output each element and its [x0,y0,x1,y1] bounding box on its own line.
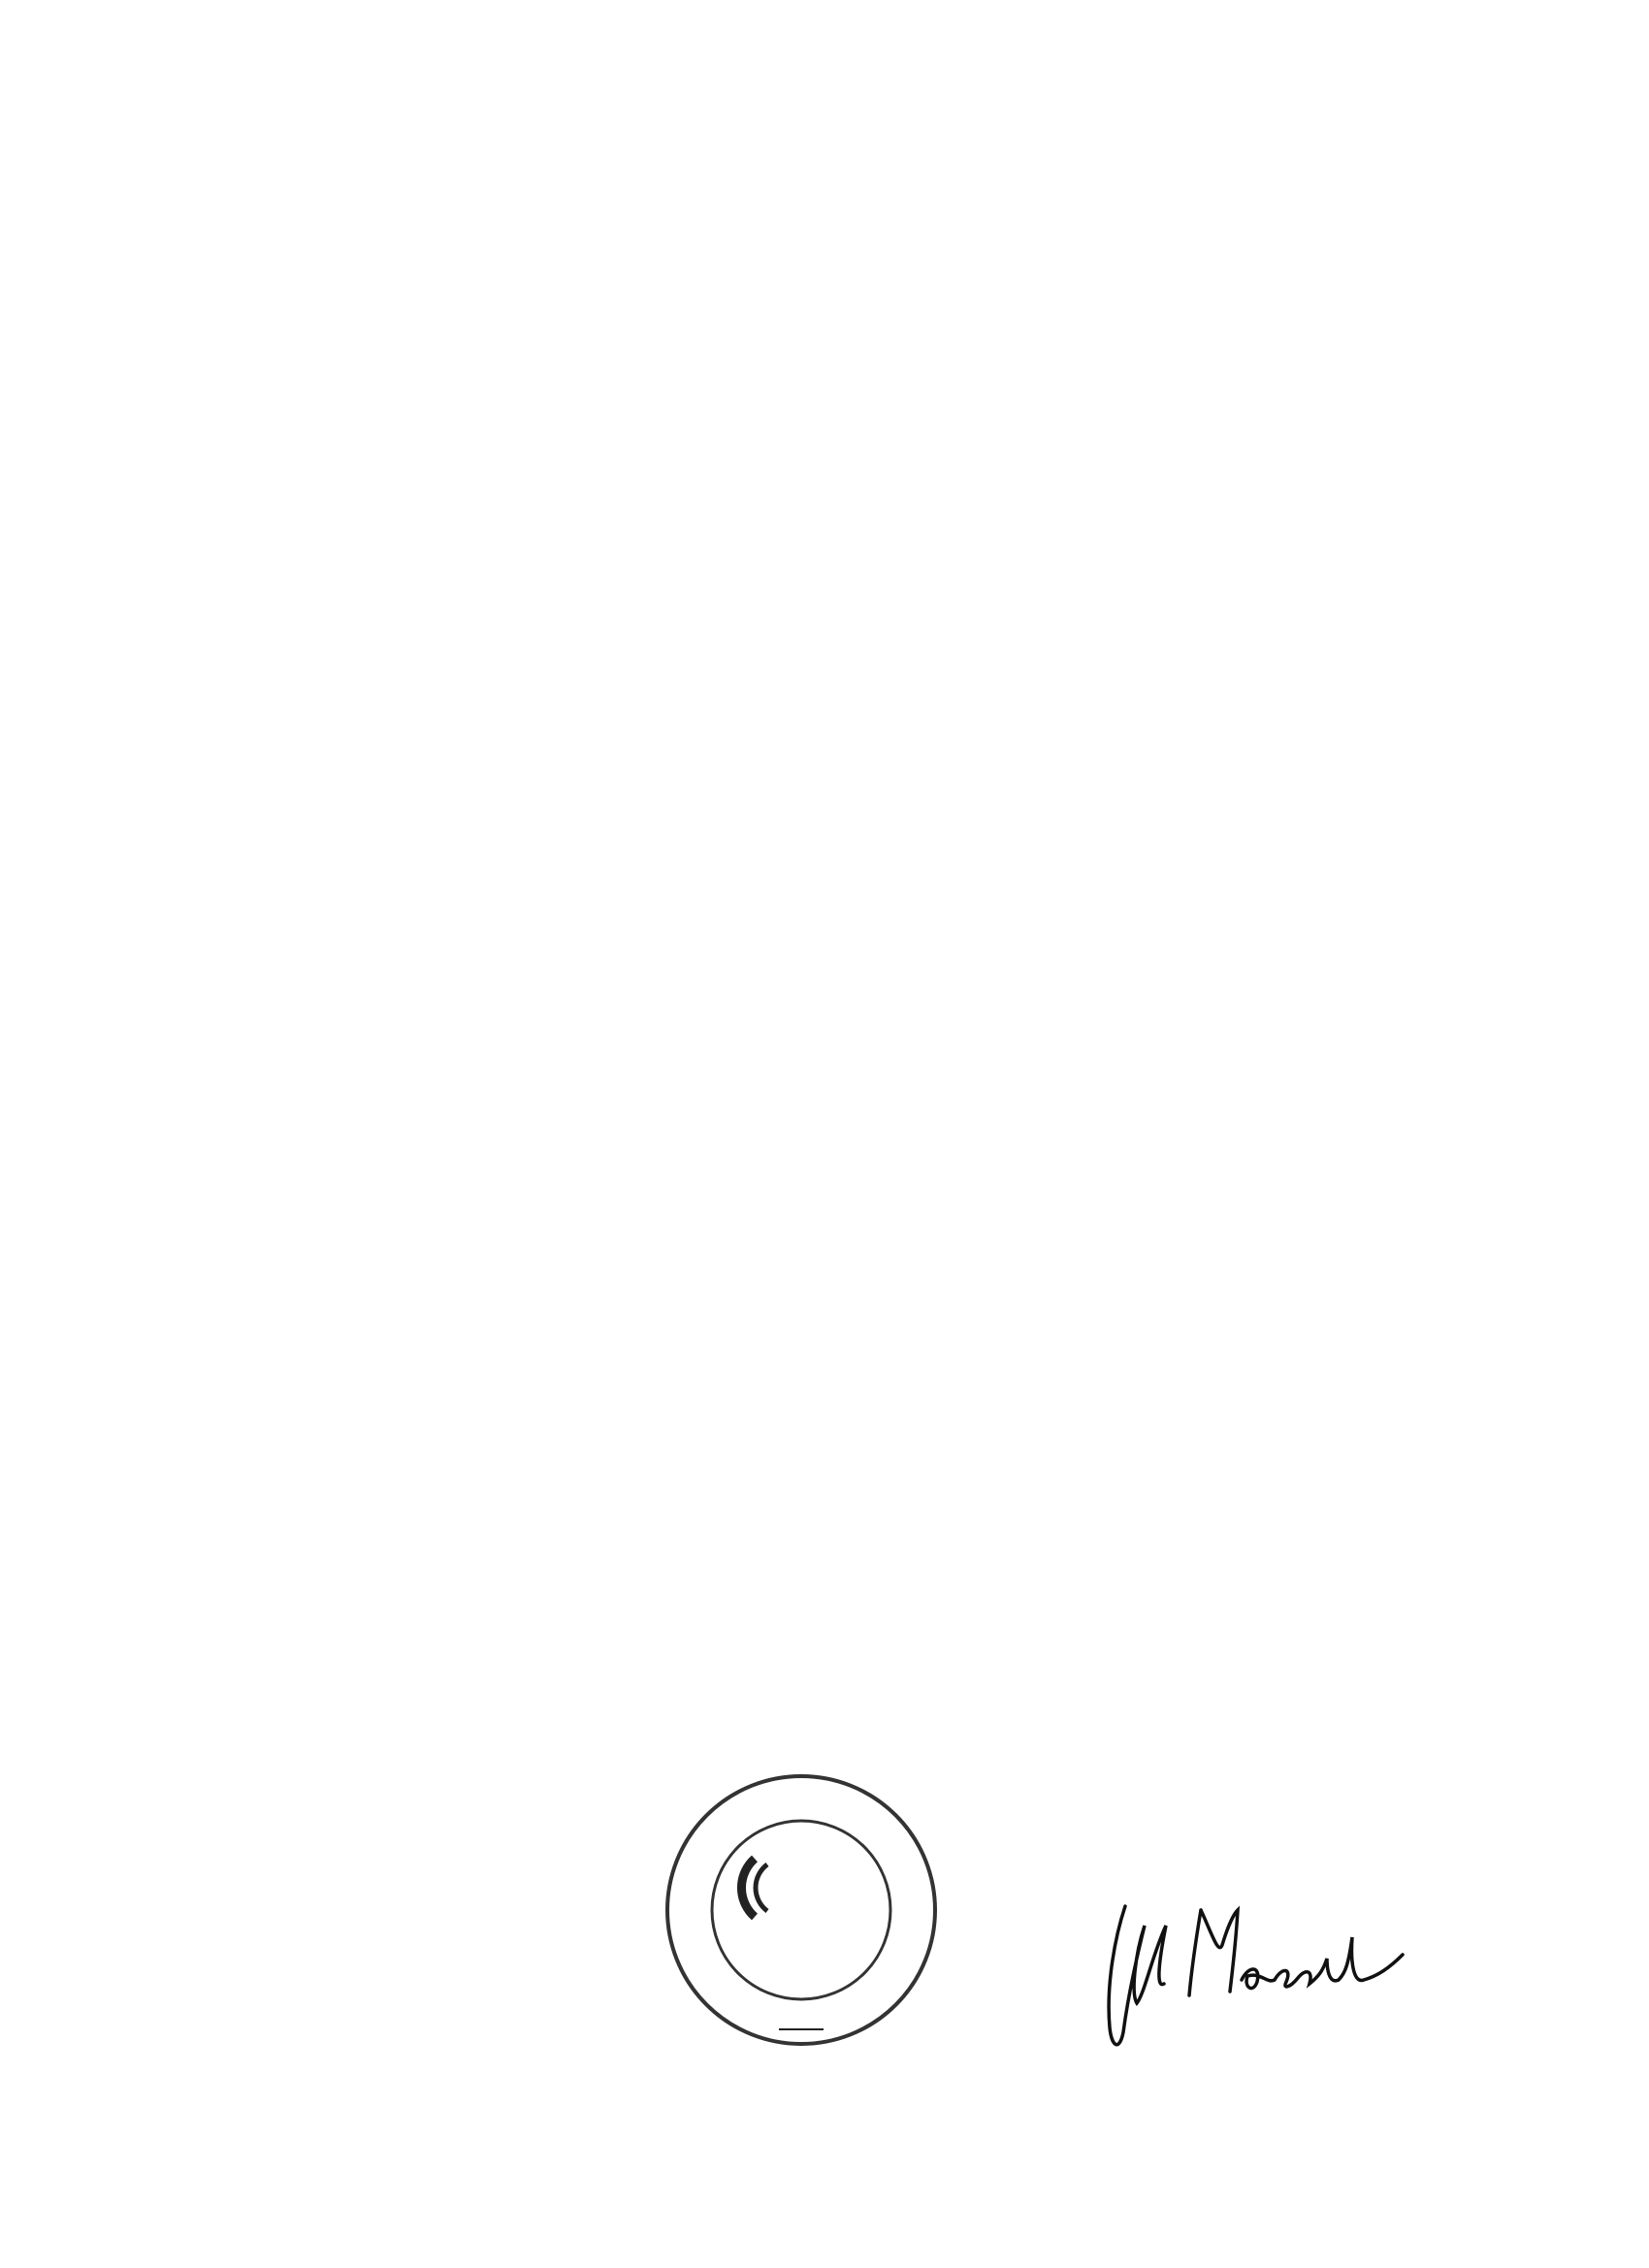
srh-logo-arc-icon [741,1859,755,1917]
dean-signature [1077,1887,1406,2057]
university-seal [663,1771,940,2049]
srh-logo-arc-inner-icon [756,1864,767,1911]
